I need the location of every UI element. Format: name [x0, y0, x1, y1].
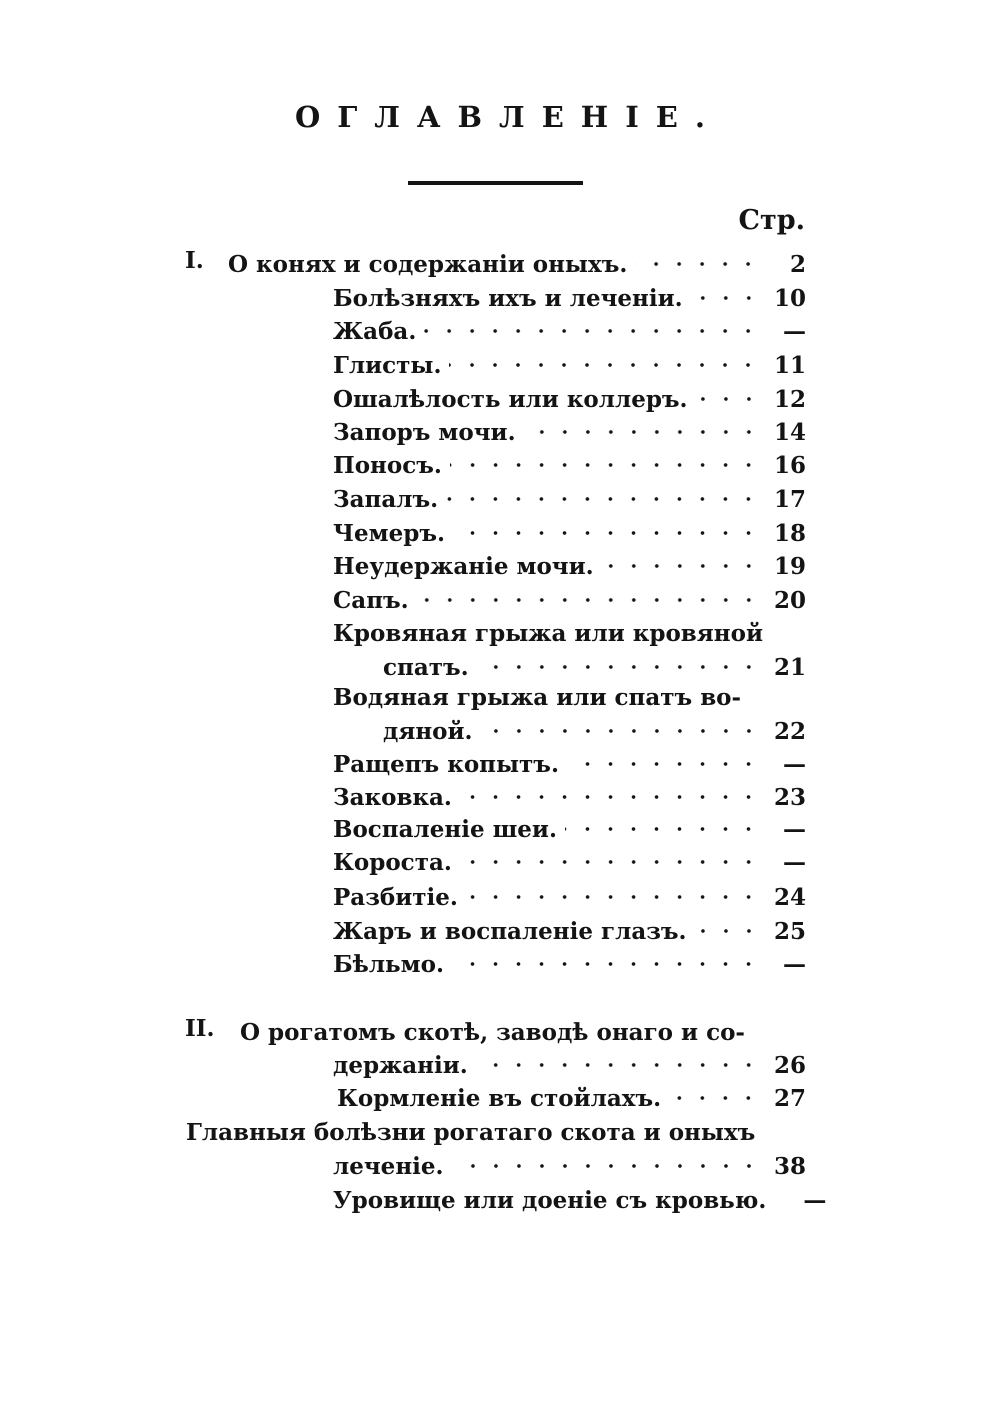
dot-leader	[774, 1198, 780, 1202]
toc-entry	[333, 348, 806, 382]
toc-entry-title: Кормленіе въ стойлахъ.	[337, 1084, 662, 1112]
toc-entry-title: Глисты.	[333, 351, 442, 379]
dot-leader	[567, 762, 760, 766]
toc-entry-title: Неудержаніе мочи.	[333, 552, 594, 580]
toc-entry	[333, 780, 806, 814]
toc-entry-page: 27	[773, 1084, 806, 1112]
section-number: I.	[185, 247, 204, 274]
toc-entry-title: Жаръ и воспаленіе глазъ.	[333, 917, 687, 945]
toc-entry-title: Короста.	[333, 848, 452, 876]
toc-entry-page: 21	[773, 653, 806, 681]
dot-leader	[481, 729, 760, 733]
dot-leader	[453, 531, 760, 535]
toc-entry-page: —	[783, 848, 806, 876]
dot-leader	[424, 329, 760, 333]
dot-leader	[635, 262, 760, 266]
toc-entry-continued	[240, 1015, 806, 1049]
dot-leader	[452, 1164, 760, 1168]
toc-entry-page: 24	[773, 883, 806, 911]
toc-entry	[333, 281, 806, 315]
toc-entry	[333, 482, 806, 516]
toc-entry-title: Главныя болѣзни рогатаго скота и оныхъ	[186, 1118, 756, 1146]
toc-entry-page: 17	[773, 485, 806, 513]
dot-leader	[477, 665, 760, 669]
toc-entry-page: 25	[773, 917, 806, 945]
toc-entry-title: держаніи.	[333, 1051, 468, 1079]
toc-entry	[333, 415, 806, 449]
toc-entry	[333, 880, 806, 914]
title-rule	[408, 181, 583, 185]
toc-entry-page: —	[783, 815, 806, 843]
toc-entry-page: 10	[773, 284, 806, 312]
toc-entry-page: 2	[789, 250, 806, 278]
toc-entry	[333, 516, 806, 550]
dot-leader	[450, 463, 760, 467]
toc-entry-title: О рогатомъ скотѣ, заводѣ онаго и со-	[240, 1018, 745, 1046]
dot-leader	[476, 1063, 760, 1067]
toc-entry	[333, 549, 806, 583]
toc-entry	[337, 1081, 806, 1115]
toc-entry-page: 23	[773, 783, 806, 811]
toc-entry	[333, 914, 806, 948]
toc-entry	[333, 1048, 806, 1082]
section-number: II.	[185, 1015, 215, 1042]
dot-leader	[446, 497, 760, 501]
toc-entry	[333, 812, 806, 846]
toc-entry-title: Водяная грыжа или спатъ во-	[333, 683, 742, 711]
toc-entry	[333, 314, 806, 348]
toc-entry	[333, 583, 806, 617]
toc-entry-title: дяной.	[383, 717, 473, 745]
toc-entry-title: Ращепъ копытъ.	[333, 750, 559, 778]
toc-entry-page: —	[783, 750, 806, 778]
toc-entry	[228, 247, 806, 281]
toc-entry-page: —	[803, 1186, 827, 1214]
dot-leader	[466, 895, 760, 899]
dot-leader	[417, 598, 760, 602]
dot-leader	[449, 363, 760, 367]
toc-entry-title: леченіе.	[333, 1152, 444, 1180]
toc-entry-page: 20	[773, 586, 806, 614]
dot-leader	[696, 397, 760, 401]
toc-entry-title: Запалъ.	[333, 485, 439, 513]
toc-entry-page: —	[783, 950, 806, 978]
toc-entry-page: 14	[773, 418, 806, 446]
dot-leader	[602, 564, 760, 568]
toc-entry-title: Кровяная грыжа или кровяной	[333, 619, 764, 647]
dot-leader	[452, 962, 760, 966]
toc-entry-page: 26	[773, 1051, 806, 1079]
toc-entry-page: —	[783, 317, 806, 345]
dot-leader	[691, 296, 760, 300]
toc-entry-page: 38	[773, 1152, 806, 1180]
toc-entry-title: Чемеръ.	[333, 519, 445, 547]
dot-leader	[695, 929, 760, 933]
dot-leader	[524, 430, 760, 434]
toc-entry-page: 19	[773, 552, 806, 580]
toc-entry-continued	[333, 680, 806, 714]
toc-entry-continued	[186, 1115, 806, 1149]
dot-leader	[460, 795, 760, 799]
toc-entry-page: 11	[773, 351, 806, 379]
toc-entry-title: Ошалѣлость или коллеръ.	[333, 385, 688, 413]
toc-entry-title: Жаба.	[333, 317, 417, 345]
toc-entry-title: спатъ.	[383, 653, 469, 681]
toc-entry	[333, 845, 806, 879]
toc-entry-title: Запоръ мочи.	[333, 418, 516, 446]
page-title: ОГЛАВЛЕНІЕ.	[295, 100, 722, 134]
toc-entry-title: Заковка.	[333, 783, 452, 811]
dot-leader	[565, 827, 760, 831]
toc-entry	[333, 1149, 806, 1183]
toc-entry-page: 12	[773, 385, 806, 413]
toc-entry-title: Воспаленіе шеи.	[333, 815, 558, 843]
toc-entry	[383, 650, 806, 684]
toc-entry	[333, 382, 806, 416]
page-column-header: Стр.	[738, 205, 805, 236]
toc-entry-continued	[333, 616, 806, 650]
toc-entry	[333, 448, 806, 482]
toc-entry-title: Болѣзняхъ ихъ и леченіи.	[333, 284, 683, 312]
toc-entry-page: 18	[773, 519, 806, 547]
toc-entry-title: Бѣльмо.	[333, 950, 444, 978]
toc-entry-page: 16	[773, 451, 806, 479]
dot-leader	[460, 860, 760, 864]
toc-entry-title: Разбитіе.	[333, 883, 458, 911]
toc-entry-page: 22	[773, 717, 806, 745]
toc-entry-title: Сапъ.	[333, 586, 409, 614]
toc-entry-title: О конях и содержаніи оныхъ.	[228, 250, 628, 278]
toc-entry-title: Поносъ.	[333, 451, 442, 479]
toc-entry	[333, 1183, 827, 1217]
toc-entry-title: Уровище или доеніе съ кровью.	[333, 1186, 767, 1214]
toc-entry	[333, 747, 806, 781]
dot-leader	[669, 1096, 760, 1100]
toc-entry	[333, 947, 806, 981]
toc-entry	[383, 714, 806, 748]
